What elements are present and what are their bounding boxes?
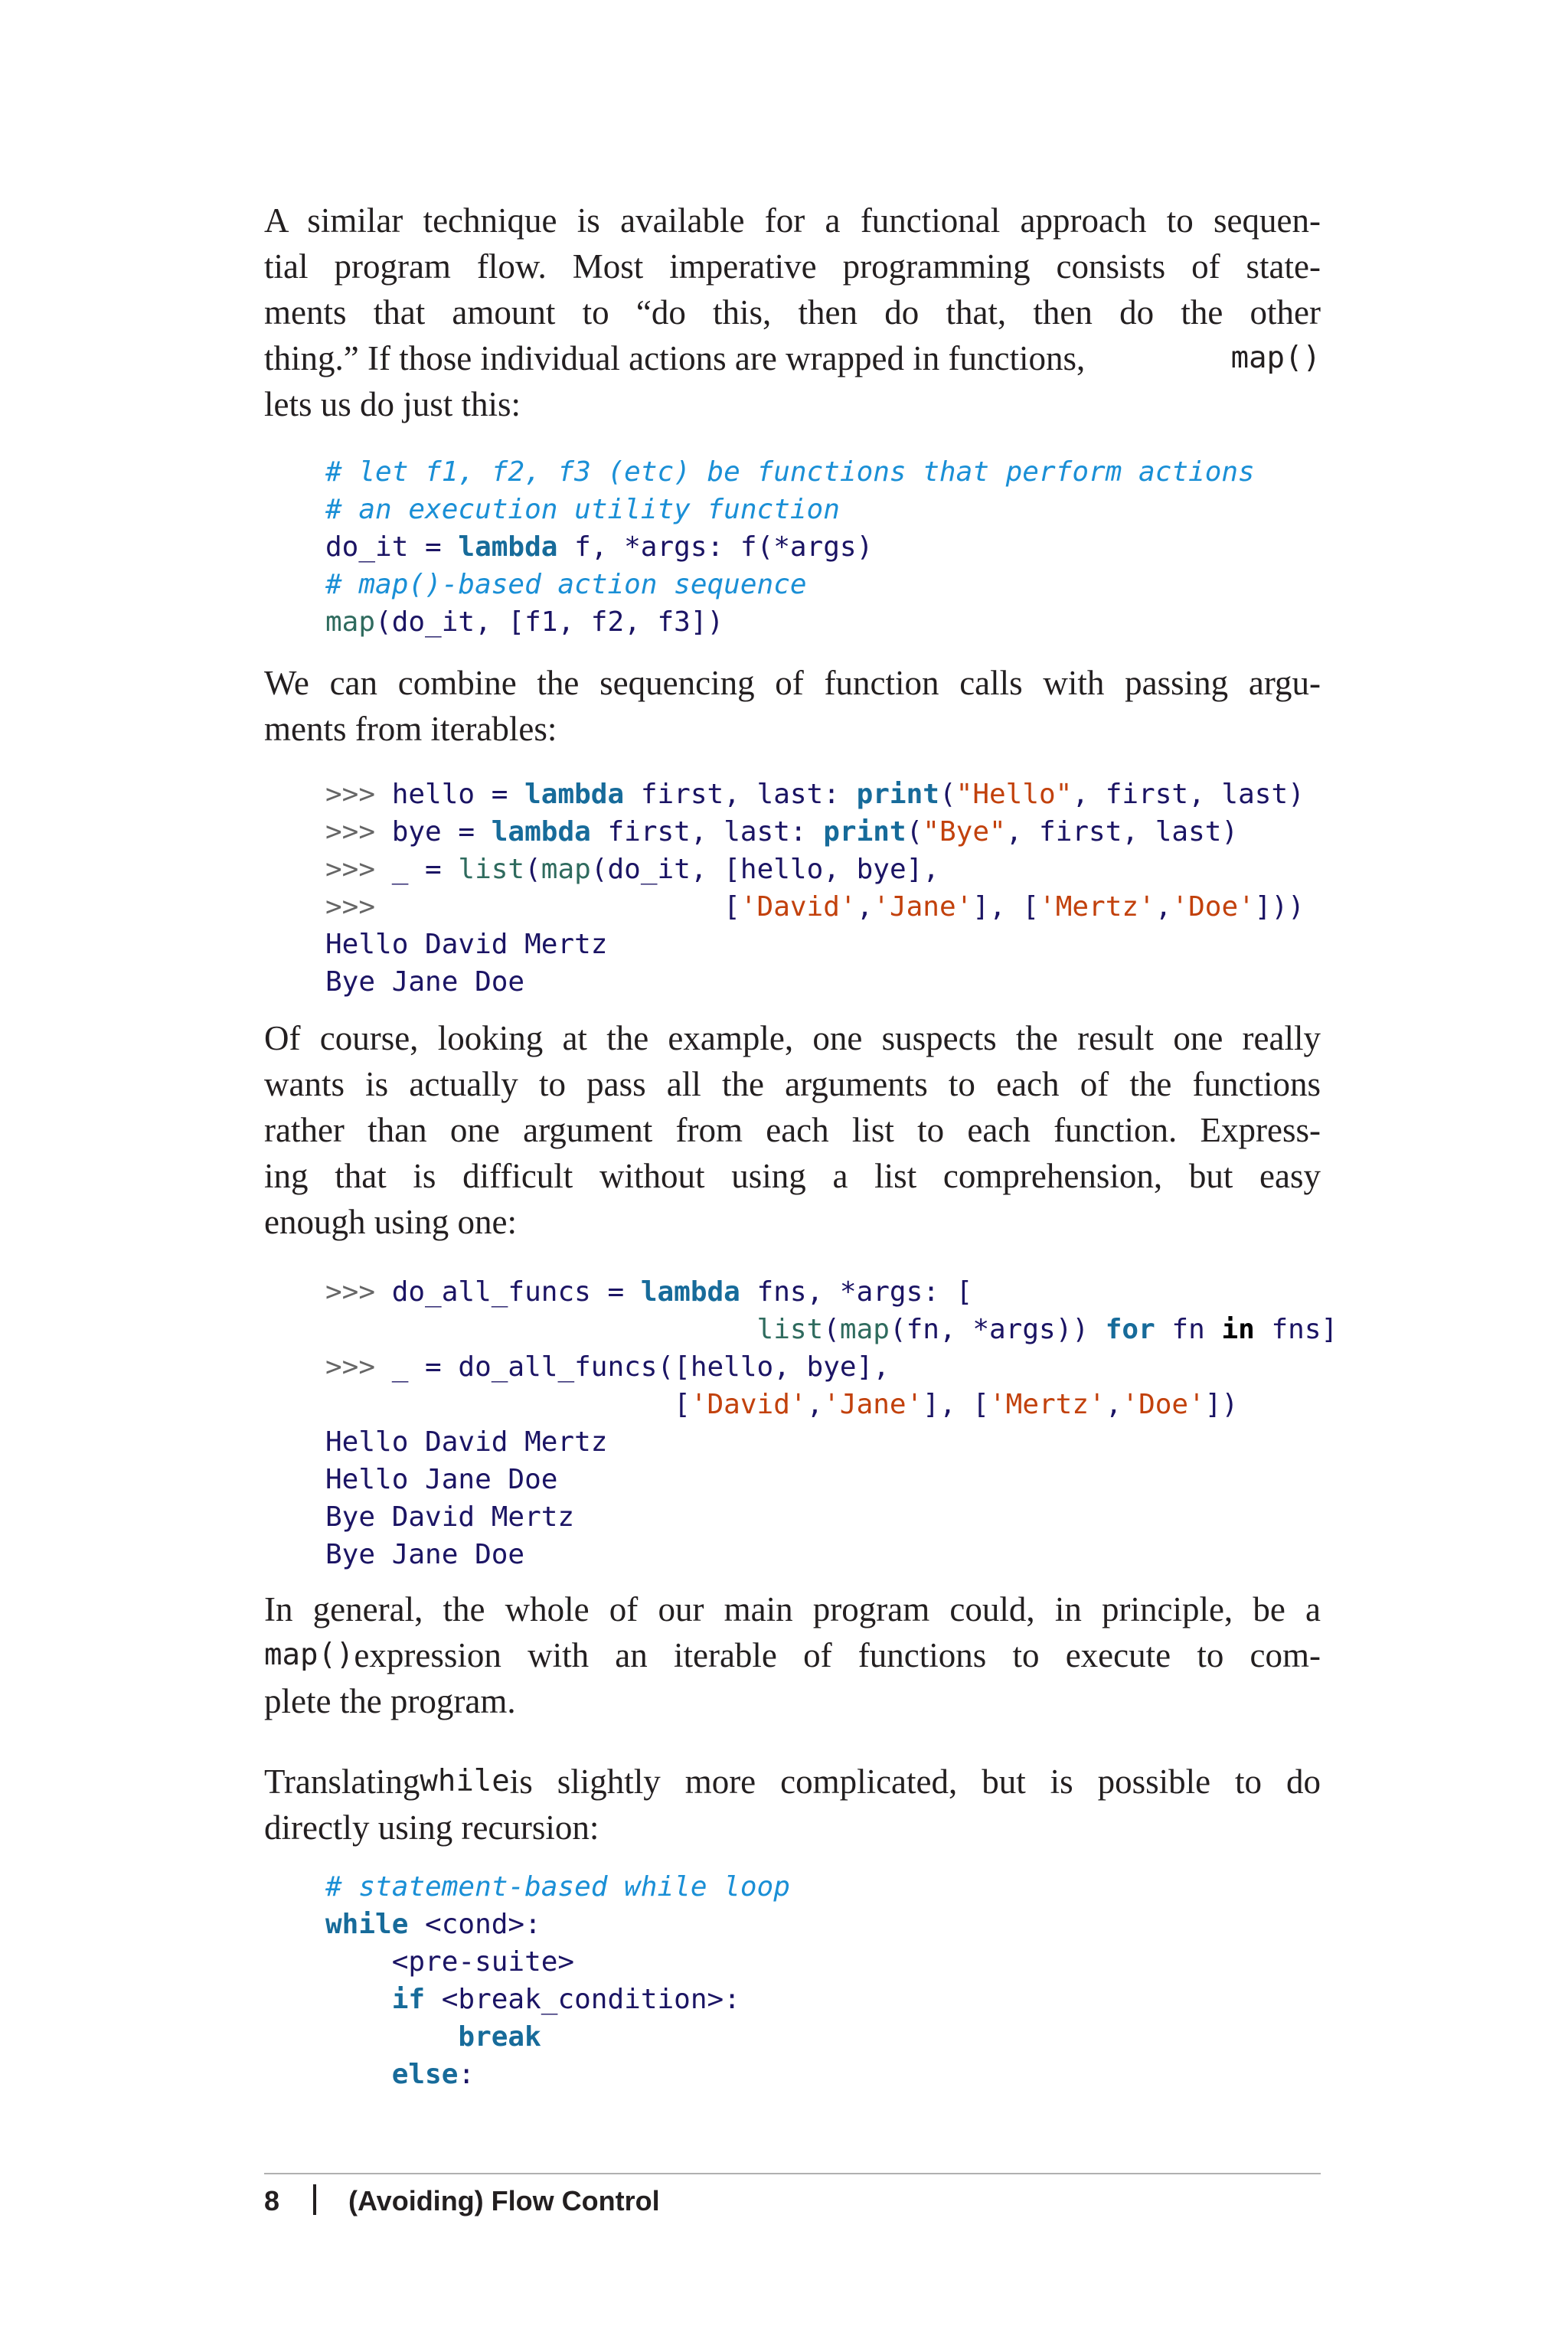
code-line: >>> _ = do_all_funcs([hello, bye],	[325, 1351, 890, 1383]
code-block-3	[325, 1273, 1338, 1573]
text-fragment: thing.” If those individual actions are wrapped in functions,	[264, 339, 1086, 377]
text-line: enough using one:	[264, 1203, 517, 1241]
code-line: map(do_it, [f1, f2, f3])	[325, 606, 724, 638]
code-line: >>> _ = list(map(do_it, [hello, bye],	[325, 854, 939, 885]
code-output: Bye David Mertz	[325, 1501, 575, 1533]
text-line: We can combine the sequencing of function calls with passing argu-	[264, 664, 1321, 702]
code-line: >>> bye = lambda first, last: print("Bye", first, last)	[325, 816, 1239, 848]
code-comment: # statement-based while loop	[325, 1871, 790, 1903]
text-line: wants is actually to pass all the arguments to each of the functions	[264, 1065, 1321, 1103]
paragraph-2	[264, 660, 1321, 752]
text-line	[264, 1759, 1321, 1805]
text-fragment: expression with an iterable of functions to execute to com-	[354, 1636, 1321, 1674]
code-output: Bye Jane Doe	[325, 1539, 525, 1570]
paragraph-1	[264, 198, 1321, 427]
text-line: directly using recursion:	[264, 1808, 599, 1847]
text-line: rather than one argument from each list to each function. Express-	[264, 1111, 1321, 1149]
text-fragment: is slightly more complicated, but is possible to do	[509, 1762, 1321, 1801]
text-line	[264, 1632, 1321, 1678]
footer-divider	[264, 2173, 1321, 2174]
code-block-2	[325, 776, 1305, 1001]
text-line: A similar technique is available for a functional approach to sequen-	[264, 201, 1321, 240]
code-line: break	[458, 2021, 541, 2053]
code-line: <pre-suite>	[325, 1946, 575, 1978]
code-output: Bye Jane Doe	[325, 966, 525, 998]
inline-code: while	[420, 1764, 510, 1798]
code-comment: # an execution utility function	[325, 494, 840, 525]
code-comment: # let f1, f2, f3 (etc) be functions that perform actions	[325, 456, 1255, 488]
paragraph-3	[264, 1015, 1321, 1245]
code-line: list(map(fn, *args)) for fn in fns]	[756, 1314, 1338, 1345]
inline-code: map()	[264, 1638, 354, 1672]
code-line: >>> ['David','Jane'], ['Mertz','Doe']))	[325, 891, 1305, 923]
inline-code: map()	[1230, 341, 1321, 375]
text-line	[264, 335, 1321, 381]
paragraph-5	[264, 1759, 1321, 1851]
code-comment: # map()-based action sequence	[325, 569, 807, 600]
code-line: else:	[391, 2059, 475, 2090]
text-fragment: Translating	[264, 1762, 420, 1801]
code-line: do_it = lambda f, *args: f(*args)	[325, 531, 874, 563]
code-line: while <cond>:	[325, 1909, 541, 1940]
text-line: In general, the whole of our main program could, in principle, be a	[264, 1590, 1321, 1628]
text-line: ments from iterables:	[264, 710, 557, 748]
text-line: Of course, looking at the example, one suspects the result one really	[264, 1019, 1321, 1057]
code-line: >>> hello = lambda first, last: print("Hello", first, last)	[325, 779, 1305, 810]
chapter-title: (Avoiding) Flow Control	[348, 2185, 660, 2216]
code-block-1	[325, 453, 1255, 641]
text-line: lets us do just this:	[264, 385, 521, 423]
paragraph-4	[264, 1586, 1321, 1724]
text-line: ments that amount to “do this, then do that, then do the other	[264, 293, 1321, 332]
code-output: Hello David Mertz	[325, 929, 608, 960]
code-output: Hello Jane Doe	[325, 1464, 558, 1495]
text-line: plete the program.	[264, 1682, 516, 1720]
text-line: ing that is difficult without using a list comprehension, but easy	[264, 1157, 1321, 1195]
code-block-4	[325, 1868, 790, 2093]
text-line: tial program flow. Most imperative programming consists of state-	[264, 247, 1321, 286]
footer-separator	[313, 2184, 316, 2215]
code-line: ['David','Jane'], ['Mertz','Doe'])	[325, 1389, 1239, 1420]
code-line: if <break_condition>:	[391, 1984, 740, 2015]
code-output: Hello David Mertz	[325, 1426, 608, 1458]
code-line: >>> do_all_funcs = lambda fns, *args: [	[325, 1276, 973, 1308]
page-footer	[264, 2182, 660, 2220]
page-number: 8	[264, 2185, 280, 2216]
